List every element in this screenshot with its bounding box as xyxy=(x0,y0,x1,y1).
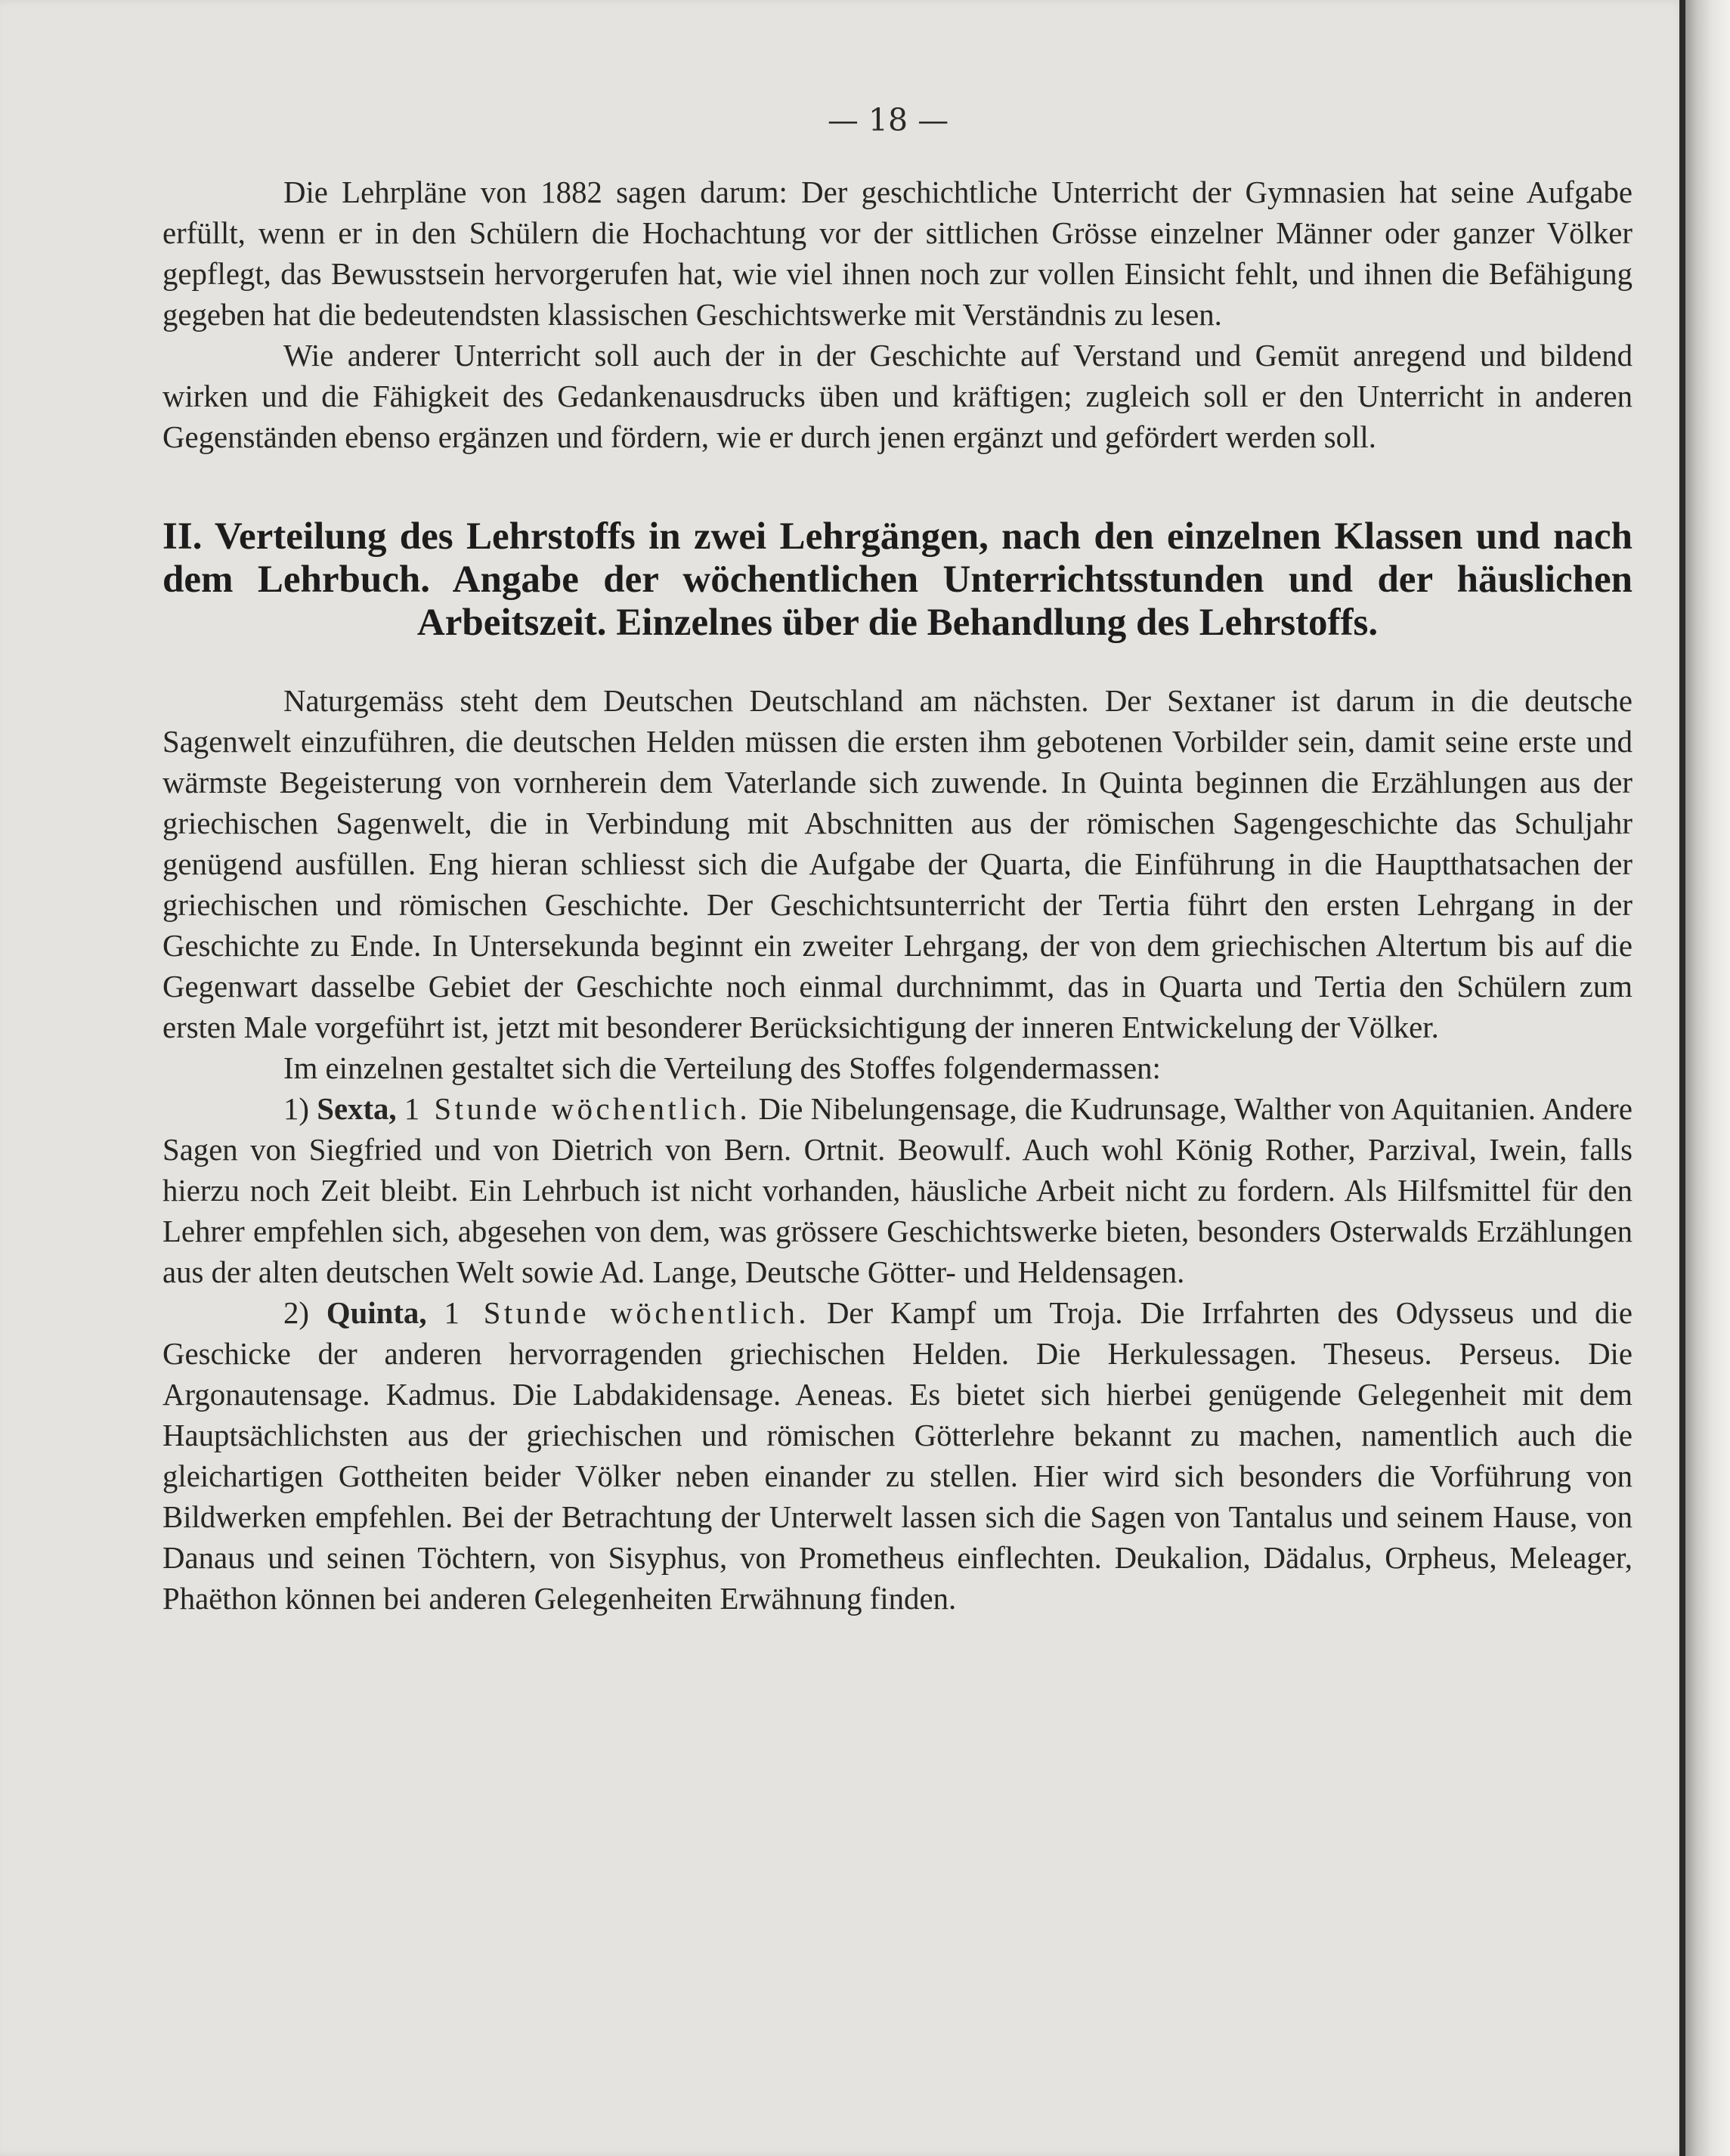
list-item-sexta xyxy=(162,1089,1633,1293)
book-spine-edge xyxy=(1685,0,1730,2156)
paragraph-naturgemaess: Naturgemäss steht dem Deutschen Deutschland am nächsten. Der Sextaner ist darum in die deutsche Sagenwelt einzuführen, die deutschen Helden müssen die ersten ihm gebotenen Vorbilder sein, damit seine erste und wärmste Begeisterung von vornherein dem Vaterlande sich zuwende. In Quinta beginnen die Erzählungen aus der griechischen Sagenwelt, die in Verbindung mit Abschnitten aus der römischen Sagengeschichte das Schuljahr genügend ausfüllen. Eng hieran schliesst sich die Aufgabe der Quarta, die Einführung in die Hauptthatsachen der griechischen und römischen Geschichte. Der Geschichtsunterricht der Tertia führt den ersten Lehrgang in der Geschichte zu Ende. In Untersekunda beginnt ein zweiter Lehrgang, der von dem griechischen Altertum bis auf die Gegenwart dasselbe Gebiet der Geschichte noch einmal durchnimmt, das in Quarta und Tertia den Schülern zum ersten Male vorgeführt ist, jetzt mit besonderer Berücksichtigung der inneren Entwickelung der Völker. xyxy=(162,684,1633,1044)
item-number: 2) xyxy=(283,1296,309,1330)
item-hours: 1 Stunde wöchentlich. xyxy=(444,1296,810,1330)
item-text: Die Nibelungensage, die Kudrunsage, Walther von Aquitanien. Andere Sagen von Siegfried und von Dietrich von Bern. Ortnit. Beowulf. Auch wohl König Rother, Parzival, Iwein, falls hierzu noch Zeit bleibt. Ein Lehrbuch ist nicht vorhanden, häusliche Arbeit nicht zu fordern. Als Hilfsmittel für den Lehrer empfehlen sich, abgesehen von dem, was grössere Geschichtswerke bieten, besonders Osterwalds Erzählungen aus der alten deutschen Welt sowie Ad. Lange, Deutsche Götter- und Heldensagen. xyxy=(162,1092,1633,1289)
item-number: 1) xyxy=(283,1092,309,1126)
list-item-quinta xyxy=(162,1293,1633,1619)
item-class: Quinta, xyxy=(326,1296,427,1330)
page-number: — 18 — xyxy=(827,102,949,138)
item-class: Sexta, xyxy=(317,1092,397,1126)
paragraph-unterricht: Wie anderer Unterricht soll auch der in der Geschichte auf Verstand und Gemüt anregend und bildend wirken und die Fähigkeit des Gedankenausdrucks üben und kräftigen; zugleich soll er den Unterricht in anderen Gegenständen ebenso ergänzen und fördern, wie er durch jenen ergänzt und gefördert werden soll. xyxy=(162,339,1633,454)
page-body xyxy=(162,172,1633,1619)
section-heading: II. Verteilung des Lehrstoffs in zwei Lehrgängen, nach den einzelnen Klassen und nach dem Lehrbuch. Angabe der wöchentlichen Unterrichtsstunden und der häuslichen Arbeitszeit. Einzelnes über die Behandlung des Lehrstoffs. xyxy=(162,515,1633,644)
paragraph-verteilung-intro: Im einzelnen gestaltet sich die Verteilung des Stoffes folgendermassen: xyxy=(283,1051,1161,1085)
item-text: Der Kampf um Troja. Die Irrfahrten des Odysseus und die Geschicke der anderen hervorragenden griechischen Helden. Die Herkulessagen. Theseus. Perseus. Die Argonautensage. Kadmus. Die Labdakidensage. Aeneas. Es bietet sich hierbei genügende Gelegenheit mit dem Hauptsächlichsten aus der griechischen und römischen Götterlehre bekannt zu machen, namentlich auch die gleichartigen Gottheiten beider Völker neben einander zu stellen. Hier wird sich besonders die Vorführung von Bildwerken empfehlen. Bei der Betrachtung der Unterwelt lassen sich die Sagen von Tantalus und seinem Hause, von Danaus und seinen Töchtern, von Sisyphus, von Prometheus einflechten. Deukalion, Dädalus, Orpheus, Meleager, Phaëthon können bei anderen Gelegenheiten Erwähnung finden. xyxy=(162,1296,1633,1616)
item-hours: 1 Stunde wöchentlich. xyxy=(404,1092,751,1126)
paragraph-lehrplaene: Die Lehrpläne von 1882 sagen darum: Der geschichtliche Unterricht der Gymnasien hat seine Aufgabe erfüllt, wenn er in den Schülern die Hochachtung vor der sittlichen Grösse einzelner Männer oder ganzer Völker gepflegt, das Bewusstsein hervorgerufen hat, wie viel ihnen noch zur vollen Einsicht fehlt, und ihnen die Befähigung gegeben hat die bedeutendsten klassischen Geschichtswerke mit Verständnis zu lesen. xyxy=(162,175,1633,332)
